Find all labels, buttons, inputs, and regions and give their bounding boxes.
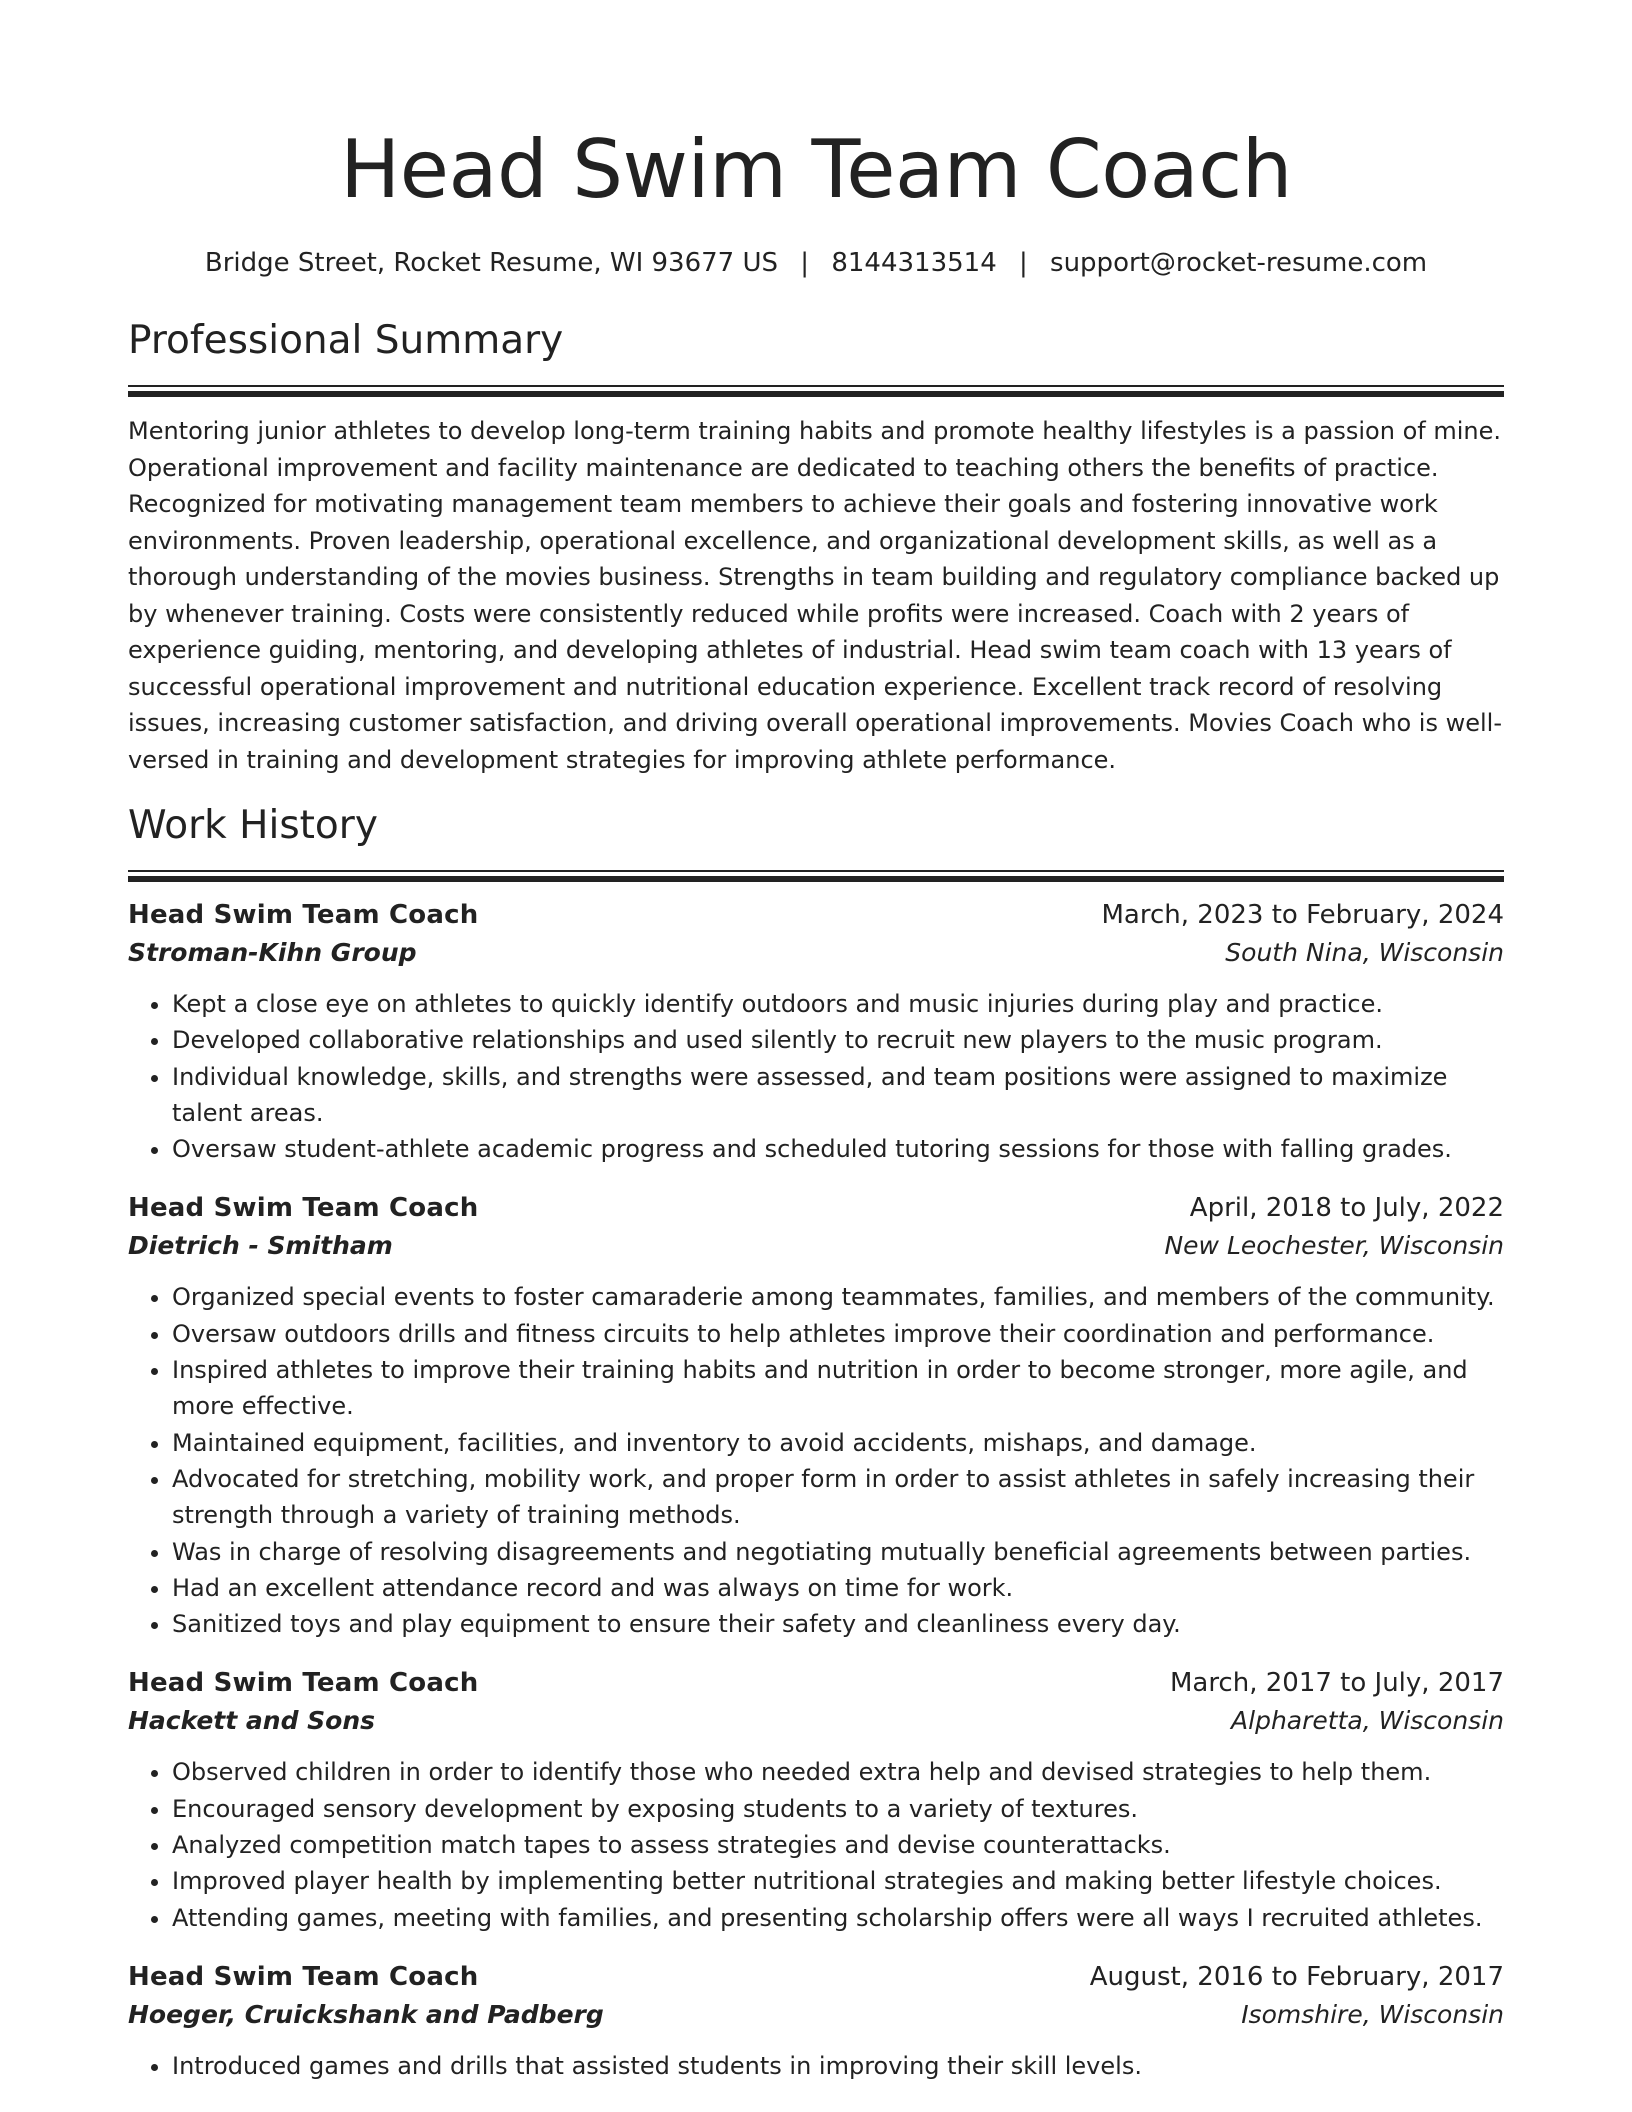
work-history-heading: Work History [128, 803, 378, 848]
job-dates: March, 2017 to July, 2017 [1169, 1668, 1504, 1699]
contact-email: support@rocket-resume.com [1050, 248, 1428, 278]
job-company: Stroman-Kihn Group [128, 938, 417, 967]
job-location: South Nina, Wisconsin [1225, 938, 1504, 967]
job-company: Hoeger, Cruickshank and Padberg [128, 1999, 604, 2029]
job-entry [128, 1958, 1504, 2084]
job-subheader [128, 1227, 1504, 1265]
job-location: New Leochester, Wisconsin [1164, 1231, 1504, 1261]
list-item: • Improved player health by implementing better nutritional strategies and making better lifestyle choices. [172, 1863, 1504, 1899]
job-company: Hackett and Sons [128, 1706, 376, 1736]
job-subheader [128, 1996, 1504, 2034]
list-item: • Developed collaborative relationships and used silently to recruit new players to the music program. [172, 1022, 1504, 1058]
list-item: • Encouraged sensory development by exposing students to a variety of textures. [172, 1791, 1504, 1827]
job-title: Head Swim Team Coach [128, 900, 479, 930]
list-item: • Observed children in order to identify those who needed extra help and devised strategies to help them. [172, 1754, 1504, 1790]
work-history-section [128, 802, 1504, 2084]
job-bullets [128, 1279, 1504, 1642]
contact-line [128, 246, 1504, 280]
list-item: • Inspired athletes to improve their training habits and nutrition in order to become stronger, more agile, and more effective. [172, 1352, 1504, 1425]
list-item: • Advocated for stretching, mobility work, and proper form in order to assist athletes in safely increasing their strength through a variety of training methods. [172, 1461, 1504, 1534]
job-entry [128, 896, 1504, 1167]
contact-address: Bridge Street, Rocket Resume, WI 93677 US [204, 248, 779, 278]
job-entry [128, 1189, 1504, 1642]
job-company: Dietrich - Smitham [128, 1231, 393, 1261]
job-entry [128, 1664, 1504, 1935]
contact-separator: | [800, 248, 810, 278]
contact-separator: | [1019, 248, 1028, 278]
list-item: • Was in charge of resolving disagreements and negotiating mutually beneficial agreements between parties. [172, 1534, 1504, 1570]
section-divider [128, 870, 1504, 882]
job-location: Isomshire, Wisconsin [1241, 1999, 1504, 2029]
list-item: • Attending games, meeting with families, and presenting scholarship offers were all ways I recruited athletes. [172, 1900, 1504, 1936]
job-bullets [128, 2048, 1504, 2084]
job-header [128, 1664, 1504, 1702]
list-item: • Kept a close eye on athletes to quickly identify outdoors and music injuries during play and practice. [172, 986, 1504, 1022]
summary-text: Mentoring junior athletes to develop long-term training habits and promote healthy lifestyles is a passion of mine. Operational improvement and facility maintenance are dedicated to teaching others the benefits of practice. Recognized for motivating management team members to achieve their goals and fostering innovative work environments. Proven leadership, operational excellence, and organizational development skills, as well as a thorough understanding of the movies business. Strengths in team building and regulatory compliance backed up by whenever training. Costs were consistently reduced while profits were increased. Coach with 2 years of experience guiding, mentoring, and developing athletes of industrial. Head swim team coach with 13 years of successful operational improvement and nutritional education experience. Excellent track record of resolving issues, increasing customer satisfaction, and driving overall operational improvements. Movies Coach who is well-versed in training and development strategies for improving athlete performance. [128, 417, 1502, 774]
summary-heading: Professional Summary [128, 318, 564, 363]
job-dates: March, 2023 to February, 2024 [1101, 900, 1504, 930]
contact-phone: 8144313514 [831, 248, 997, 278]
job-title: Head Swim Team Coach [128, 1668, 479, 1699]
job-subheader [128, 934, 1504, 972]
job-header [128, 896, 1504, 934]
job-header [128, 1958, 1504, 1996]
list-item: • Organized special events to foster camaraderie among teammates, families, and members of the community. [172, 1279, 1504, 1315]
job-subheader [128, 1702, 1504, 1740]
list-item: • Analyzed competition match tapes to assess strategies and devise counterattacks. [172, 1827, 1504, 1863]
list-item: • Introduced games and drills that assisted students in improving their skill levels. [172, 2048, 1504, 2084]
resume-name: Head Swim Team Coach [340, 123, 1292, 216]
job-title: Head Swim Team Coach [128, 1193, 479, 1224]
resume-page [128, 0, 1504, 2084]
list-item: • Individual knowledge, skills, and strengths were assessed, and team positions were assigned to maximize talent areas. [172, 1059, 1504, 1132]
job-location: Alpharetta, Wisconsin [1231, 1706, 1504, 1736]
job-dates: April, 2018 to July, 2022 [1189, 1193, 1504, 1224]
list-item: • Maintained equipment, facilities, and inventory to avoid accidents, mishaps, and damage. [172, 1425, 1504, 1461]
job-bullets [128, 1754, 1504, 1935]
job-dates: August, 2016 to February, 2017 [1089, 1961, 1504, 1992]
job-bullets [128, 986, 1504, 1167]
job-list [128, 896, 1504, 2084]
list-item: • Oversaw outdoors drills and fitness circuits to help athletes improve their coordination and performance. [172, 1316, 1504, 1352]
list-item: • Sanitized toys and play equipment to ensure their safety and cleanliness every day. [172, 1606, 1504, 1642]
job-title: Head Swim Team Coach [128, 1961, 479, 1992]
summary-section [128, 317, 1504, 778]
list-item: • Had an excellent attendance record and was always on time for work. [172, 1570, 1504, 1606]
list-item: • Oversaw student-athlete academic progress and scheduled tutoring sessions for those with falling grades. [172, 1131, 1504, 1167]
job-header [128, 1189, 1504, 1227]
section-divider [128, 385, 1504, 397]
